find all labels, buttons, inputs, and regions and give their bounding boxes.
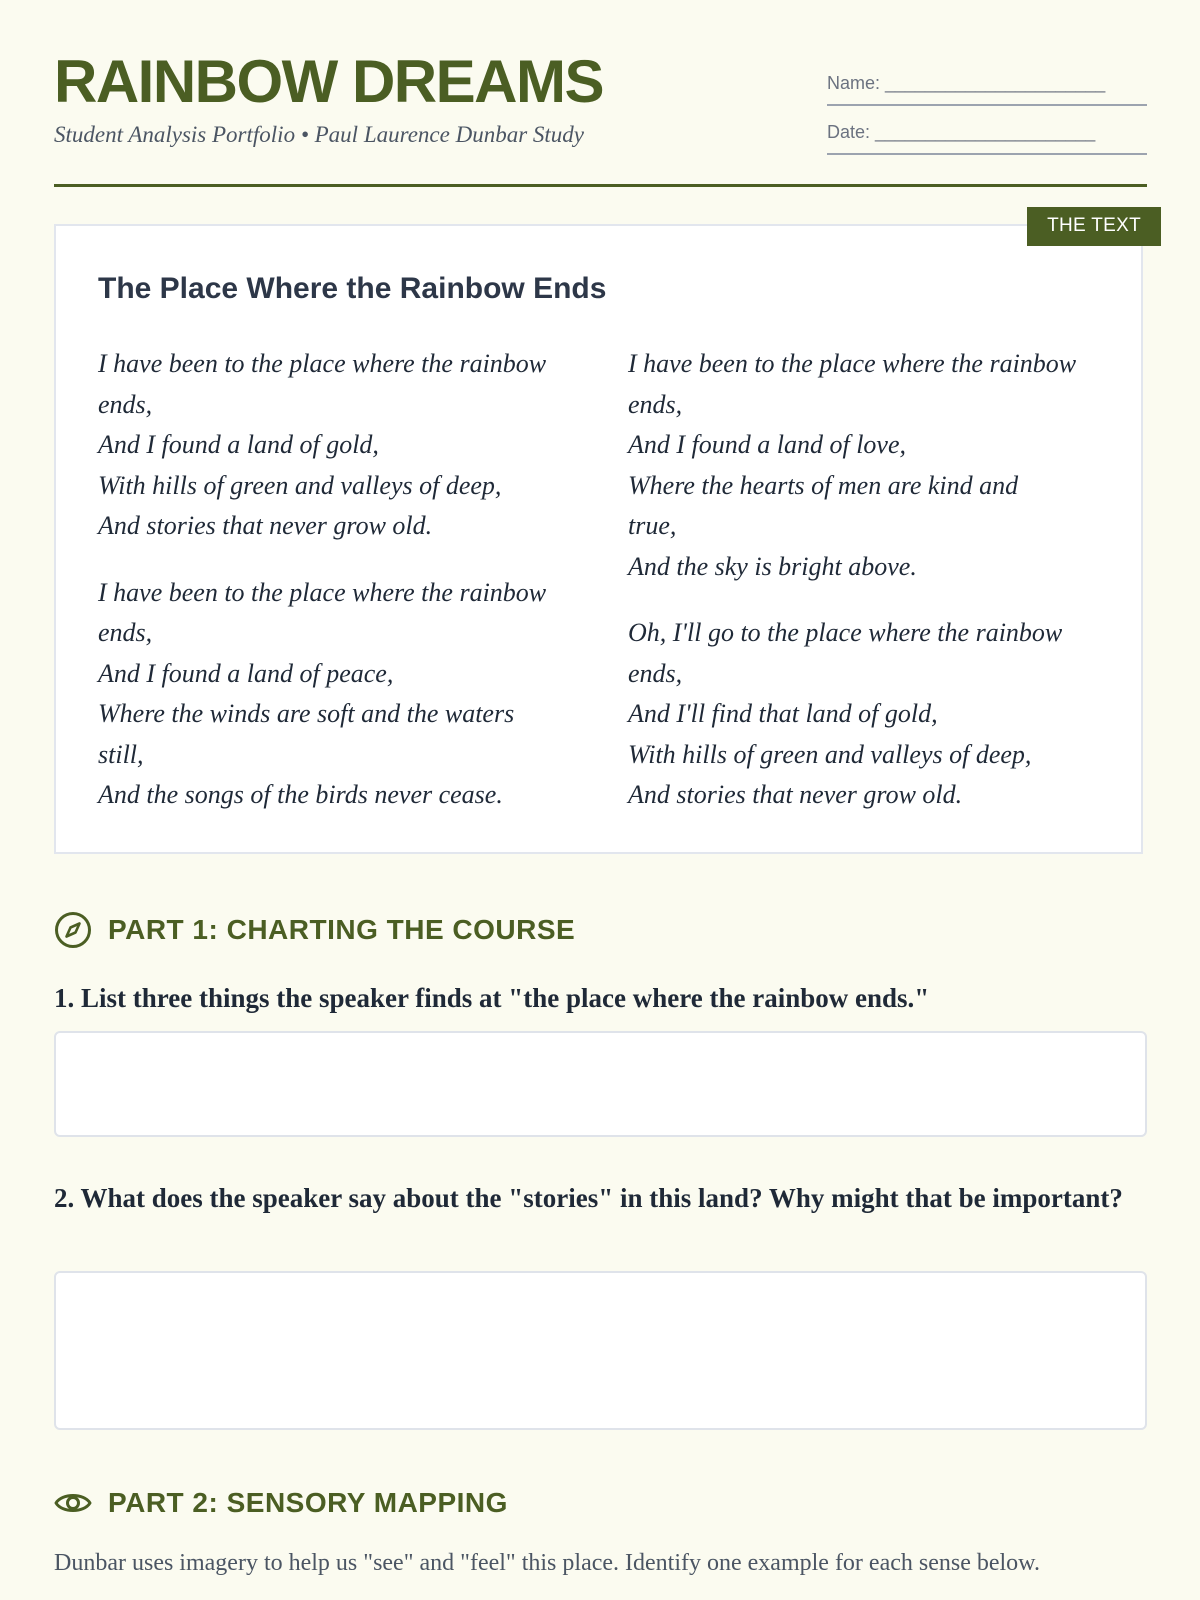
stanza [98,573,578,816]
answer-box-2[interactable] [54,1271,1147,1430]
text-tag: THE TEXT [1027,207,1161,246]
stanza [98,344,578,547]
worksheet-title: RAINBOW DREAMS [54,48,603,115]
worksheet-header [54,0,1147,187]
poem-line: And I found a land of love, [628,430,907,459]
stanza [628,613,1108,816]
poem-line: And stories that never grow old. [98,511,433,540]
poem-line: Oh, I'll go to the place where the rainbow [628,618,1063,647]
question-2: 2. What does the speaker say about the "stories" in this land? Why might that be important? [54,1183,1123,1213]
poem-line: And I found a land of peace, [98,658,394,688]
poem-line: true, [628,511,677,540]
poem-line: Where the winds are soft and the waters [98,699,515,728]
poem-line: And I found a land of gold, [98,430,379,459]
answer-box-1[interactable] [54,1031,1147,1137]
poem-line: And the songs of the birds never cease. [98,780,503,809]
poem-line: Where the hearts of men are kind and [628,470,1019,500]
part1-title: PART 1: CHARTING THE COURSE [108,914,576,945]
poem-line: I have been to the place where the rainbow [98,349,547,378]
date-field[interactable]: Date: ______________________ [827,117,1147,155]
poem-line: ends, [628,389,683,419]
poem-line: With hills of green and valleys of deep, [628,739,1032,769]
poem-line: And stories that never grow old. [628,780,963,809]
question-1: 1. List three things the speaker finds at "the place where the rainbow ends." [54,983,930,1013]
poem-line: And I'll find that land of gold, [628,699,938,728]
poem-column-left [98,344,578,842]
poem-line: I have been to the place where the rainbow [628,349,1077,378]
stanza [628,344,1108,587]
poem-line: And the sky is bright above. [628,551,917,581]
part2-heading [54,1484,508,1522]
poem-line: ends, [628,658,683,688]
poem-line: still, [98,739,144,769]
poem-title: The Place Where the Rainbow Ends [98,272,607,305]
poem-line: ends, [98,618,153,647]
poem-line: ends, [98,389,153,419]
poem-box [54,215,1143,854]
poem-line: With hills of green and valleys of deep, [98,470,502,500]
eye-icon [54,1484,92,1522]
part2-title: PART 2: SENSORY MAPPING [108,1487,508,1518]
worksheet-subtitle: Student Analysis Portfolio • Paul Laurence Dunbar Study [54,122,584,147]
student-info [827,68,1147,166]
poem-line: I have been to the place where the rainbow [98,577,547,607]
poem-column-right [628,344,1108,842]
compass-icon [54,911,92,949]
name-field[interactable]: Name: ______________________ [827,68,1147,106]
part1-heading [54,911,575,949]
part2-instructions: Dunbar uses imagery to help us "see" and "feel" this place. Identify one example for each sense below. [54,1550,1040,1576]
